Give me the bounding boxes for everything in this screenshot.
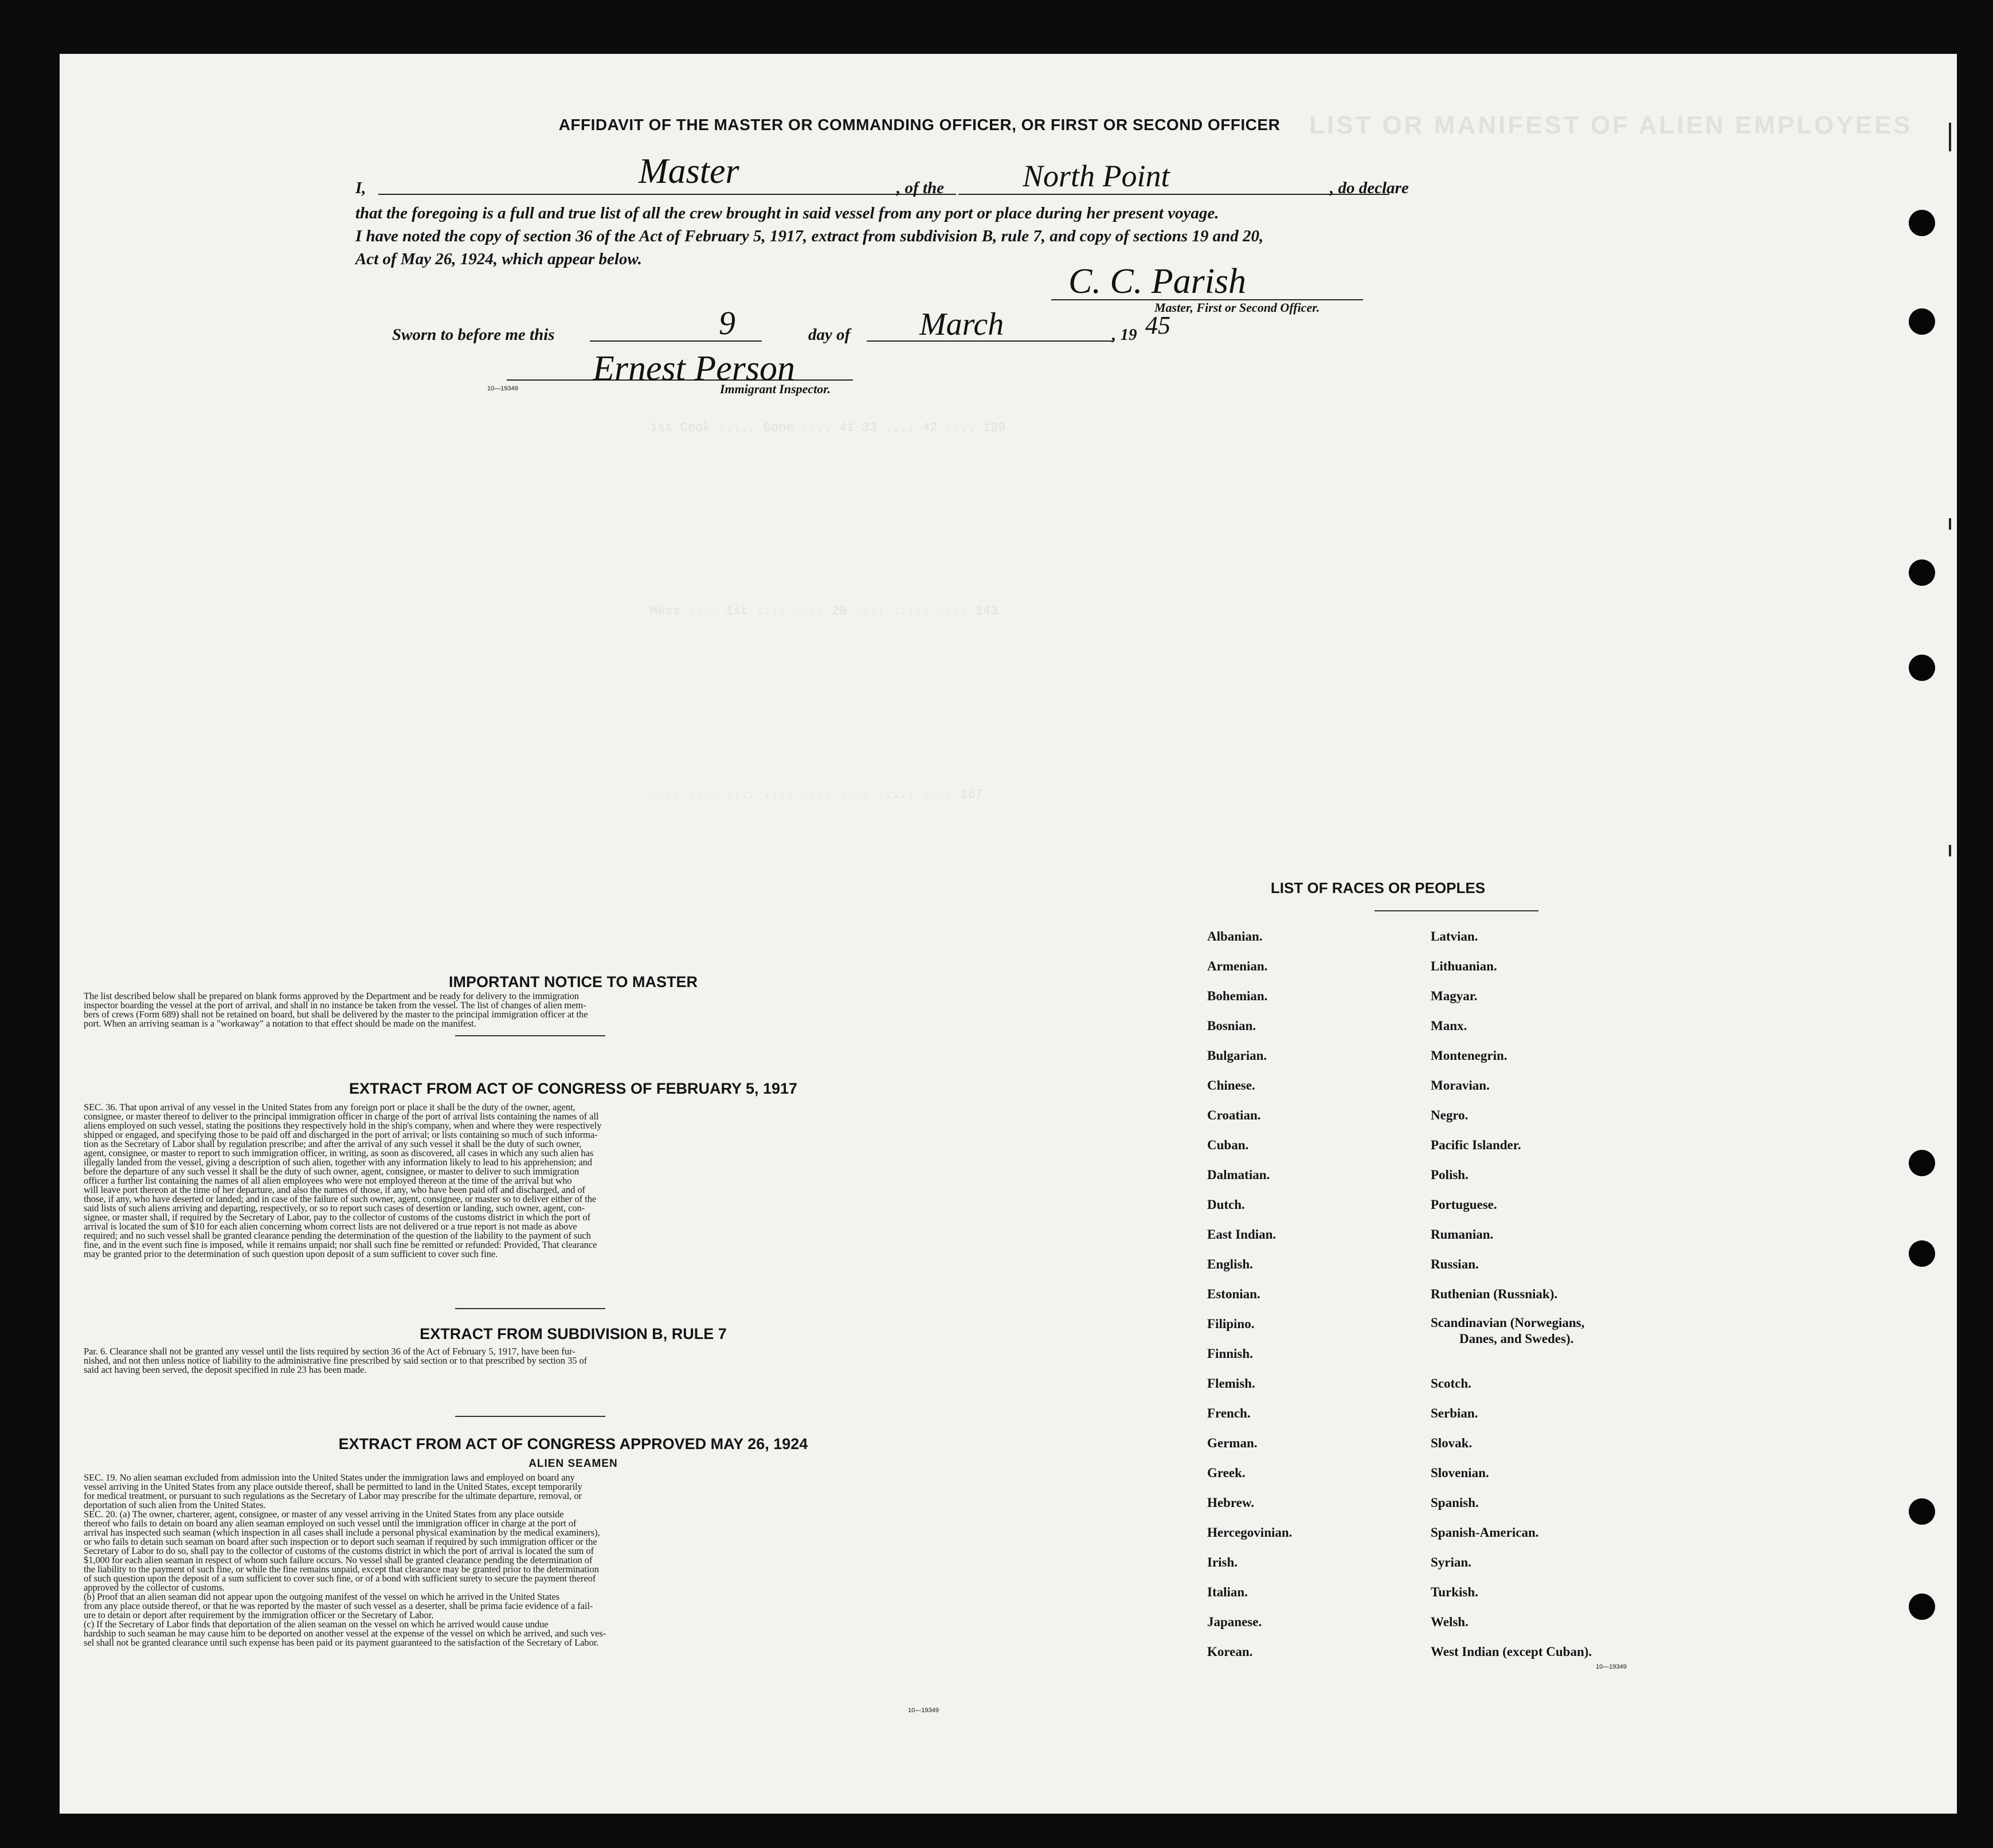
day-underline (590, 340, 762, 342)
race-item: German. (1207, 1436, 1258, 1450)
race-item: Irish. (1207, 1555, 1238, 1569)
master-signature: C. C. Parish (1068, 262, 1247, 301)
extract-1924-subtitle: ALIEN SEAMEN (528, 1458, 618, 1470)
race-item: Spanish-American. (1431, 1525, 1539, 1540)
notice-text: The list described below shall be prepared on blank forms approved by the Department and be ready for delivery to the immigration inspector boarding the vessel at the port of arrival, and shall in no instance be taken from the vessel. The list of changes of alien mem- bers of crews (Form 689) shall not be retained on board, but shall be delivered by the master to the principal immigration officer at the port. When an arriving seaman is a "workaway" a notation to that effect should be made on the manifest. (84, 990, 588, 1029)
year-handwritten: 45 (1145, 311, 1170, 339)
race-item: Hercegovinian. (1207, 1525, 1293, 1540)
affidavit-i-label: I, (355, 179, 366, 197)
section-divider (455, 1416, 605, 1417)
affidavit-form-number: 10—19349 (487, 385, 518, 392)
day-of-label: day of (808, 326, 851, 344)
extract-form-number: 10—19349 (908, 1707, 939, 1714)
race-item: Polish. (1431, 1168, 1469, 1182)
extract-1924-text: SEC. 19. No alien seaman excluded from admission into the United States under the immigration laws and employed on board any vessel arriving in the United States from any place outside thereof, shall be permitted to land in the United States, except temporarily for medical treatment, or pursuant to such regulations as the Secretary of Labor may prescribe for the ultimate departure, removal, or deportation of such alien from the United States. SEC. 20. (a) The owner, charterer, agent, consignee, or master of any vessel arriving in the United States from any place outside thereof who fails to detain on board any alien seaman employed on such vessel until the immigration officer in charge at the port of arrival has inspected such seaman (which inspection in all cases shall include a personal physical examination by the medical examiners), or who fails to detain such seaman on board after such inspection or to deport such seaman if required by such immigration officer or the Secretary of Labor to do so, shall pay to the collector of customs of the customs district in which the port of arrival is located the sum of $1,000 for each alien seaman in respect of whom such failure occurs. No vessel shall be granted clearance pending the determination of the liability to the payment of such fine, or while the fine remains unpaid, except that clearance may be granted prior to the determination of such question upon the deposit of a sum sufficient to cover such fine, or of a bond with sufficient surety to secure the payment thereof approved by the collector of customs. (b) Proof that an alien seaman did not appear upon the outgoing manifest of the vessel on which he arrived in the United States from any place outside thereof, or that he was reported by the master of such vessel as a deserter, shall be prima facie evidence of a fail- ure to detain or deport after requirement by the immigration officer or the Secretary of Labor. (c) If the Secretary of Labor finds that deportation of the alien seaman on the vessel on which he arrived would cause undue hardship to such seaman he may cause him to be deported on another vessel at the expense of the vessel on which he arrived, and such ves- sel shall not be granted clearance until such expense has been paid or its payment guaranteed to the satisfaction of the Secretary of Labor. (84, 1472, 606, 1648)
bleed-through-row: Mess .... 1st .... .... 28 .... ..... .... 143 (650, 604, 999, 618)
extract-1917-text: SEC. 36. That upon arrival of any vessel in the United States from any foreign port or place it shall be the duty of the owner, agent, consignee, or master thereof to deliver to the principal immigration officer in charge of the port of arrival lists containing the names of all aliens employed on such vessel, stating the positions they respectively hold in the ship's company, when and where they were respectively shipped or engaged, and specifying those to be paid off and discharged in the port of arrival; or lists containing so much of such informa- tion as the Secretary of Labor shall by regulation prescribe; and after the arrival of any such vessel it shall be the duty of such owner, agent, consignee, or master to report to such immigration officer, in writing, as soon as discovered, all cases in which any such alien has illegally landed from the vessel, giving a description of such alien, together with any information likely to lead to his apprehension; and before the departure of any such vessel it shall be the duty of such owner, agent, consignee, or master to deliver to such immigration officer a further list containing the names of all alien employees who were not employed thereon at the time of the arrival but who will leave port thereon at the time of her departure, and also the names of those, if any, who have been paid off and discharged, and of those, if any, who have deserted or landed; and in case of the failure of such owner, agent, consignee, or master so to deliver either of the said lists of such aliens arriving and departing, respectively, or so to report such cases of desertion or landing, such owner, agent, con- signee, or master shall, if required by the Secretary of Labor, pay to the collector of customs of the customs district in which the port of arrival is located the sum of $10 for each alien concerning whom correct lists are not delivered or a true report is not made as above required; and no such vessel shall be granted clearance pending the determination of the question of the liability to the payment of such fine, and in the event such fine is imposed, while it remains unpaid; nor shall such fine be remitted or refunded: Provided, That clearance may be granted prior to the determination of such question upon deposit of a sum sufficient to cover such fine. (84, 1102, 602, 1259)
binder-hole (1909, 1150, 1935, 1176)
sworn-label: Sworn to before me this (392, 326, 555, 344)
races-title-rule (1375, 910, 1538, 911)
master-signature-label: Master, First or Second Officer. (1154, 300, 1320, 315)
race-item: Croatian. (1207, 1108, 1261, 1122)
race-item: Ruthenian (Russniak). (1431, 1287, 1558, 1301)
binder-hole (1909, 1593, 1935, 1620)
race-item: Turkish. (1431, 1585, 1478, 1599)
binder-hole (1909, 308, 1935, 335)
year-prefix-label: , 19 (1112, 326, 1137, 344)
race-item: Bulgarian. (1207, 1048, 1267, 1063)
race-item: Pacific Islander. (1431, 1138, 1521, 1152)
extract-rule7-text: Par. 6. Clearance shall not be granted any vessel until the lists required by section 36 of the Act of February 5, 1917, have been fur- nished, and not then unless notice of liability to the administrative fine prescribed by said section or to that prescribed by section 35 of said act having been served, the deposit specified in rule 23 has been made. (84, 1346, 588, 1375)
race-item: Rumanian. (1431, 1227, 1494, 1242)
race-item: Korean. (1207, 1645, 1253, 1659)
race-item: Slovenian. (1431, 1466, 1489, 1480)
section-divider (455, 1035, 605, 1036)
extract-1917-title: EXTRACT FROM ACT OF CONGRESS OF FEBRUARY 5, 1917 (349, 1080, 798, 1097)
race-item: Portuguese. (1431, 1197, 1497, 1212)
race-item: Montenegrin. (1431, 1048, 1508, 1063)
binder-hole (1909, 1498, 1935, 1525)
extract-1924-title: EXTRACT FROM ACT OF CONGRESS APPROVED MAY 26, 1924 (338, 1435, 808, 1452)
race-item: Magyar. (1431, 989, 1478, 1003)
vessel-handwritten: North Point (1023, 159, 1170, 193)
race-item: West Indian (except Cuban). (1431, 1645, 1592, 1659)
races-form-number: 10—19349 (1596, 1663, 1627, 1670)
race-item: English. (1207, 1257, 1253, 1271)
race-item: Chinese. (1207, 1078, 1255, 1093)
race-item: Dalmatian. (1207, 1168, 1270, 1182)
vessel-underline (958, 194, 1389, 195)
bleed-through-row: .... .... .... .... .... .... ..... .... 167 (650, 788, 983, 802)
race-item: Italian. (1207, 1585, 1248, 1599)
day-handwritten: 9 (719, 304, 735, 342)
race-item: Slovak. (1431, 1436, 1473, 1450)
binder-hole (1909, 1240, 1935, 1267)
race-item: Manx. (1431, 1019, 1467, 1033)
edge-mark (1949, 518, 1951, 530)
race-item: Negro. (1431, 1108, 1469, 1122)
race-item: Flemish. (1207, 1376, 1255, 1391)
race-item: Estonian. (1207, 1287, 1260, 1301)
of-the-label: , of the (896, 179, 944, 197)
race-item: Greek. (1207, 1466, 1246, 1480)
affidavit-title: AFFIDAVIT OF THE MASTER OR COMMANDING OFFICER, OR FIRST OR SECOND OFFICER (558, 116, 1281, 134)
race-item: Bohemian. (1207, 989, 1268, 1003)
binder-hole (1909, 210, 1935, 236)
affidavit-line-2: that the foregoing is a full and true list of all the crew brought in said vessel from any port or place during her present voyage. (355, 204, 1219, 222)
edge-mark (1949, 845, 1951, 856)
affidavit-line-4: Act of May 26, 1924, which appear below. (355, 250, 642, 268)
race-item: Albanian. (1207, 929, 1263, 943)
edge-mark (1949, 123, 1951, 151)
race-item: Scandinavian (Norwegians, (1431, 1315, 1585, 1330)
race-item: Serbian. (1431, 1406, 1478, 1420)
race-item: Bosnian. (1207, 1019, 1256, 1033)
race-item: Scotch. (1431, 1376, 1471, 1391)
binder-hole (1909, 559, 1935, 586)
extract-rule7-title: EXTRACT FROM SUBDIVISION B, RULE 7 (420, 1325, 727, 1342)
bleed-through-heading: LIST OR MANIFEST OF ALIEN EMPLOYEES (1309, 111, 1913, 139)
bleed-through-row: 1st Cook ..... Gone .... 41 33 .... 42 .... 129 (650, 421, 1006, 435)
race-item-continued: Danes, and Swedes). (1459, 1332, 1574, 1346)
do-declare-label: , do declare (1330, 179, 1409, 197)
race-item: East Indian. (1207, 1227, 1277, 1242)
race-item: Latvian. (1431, 929, 1478, 943)
rank-underline (378, 194, 956, 195)
races-title: LIST OF RACES OR PEOPLES (1270, 879, 1486, 896)
inspector-signature-label: Immigrant Inspector. (720, 382, 831, 396)
race-item: Welsh. (1431, 1615, 1469, 1629)
race-item: Cuban. (1207, 1138, 1249, 1152)
race-item: Armenian. (1207, 959, 1268, 973)
race-item: Moravian. (1431, 1078, 1490, 1093)
rank-handwritten: Master (639, 152, 739, 191)
race-item: Finnish. (1207, 1346, 1253, 1361)
race-item: French. (1207, 1406, 1251, 1420)
race-item: Dutch. (1207, 1197, 1245, 1212)
race-item: Syrian. (1431, 1555, 1471, 1569)
section-divider (455, 1308, 605, 1309)
binder-hole (1909, 655, 1935, 681)
month-handwritten: March (919, 307, 1004, 342)
race-item: Spanish. (1431, 1495, 1479, 1510)
document-page (60, 54, 1957, 1814)
race-item: Lithuanian. (1431, 959, 1497, 973)
race-item: Russian. (1431, 1257, 1479, 1271)
race-item: Hebrew. (1207, 1495, 1254, 1510)
race-item: Filipino. (1207, 1317, 1255, 1331)
inspector-signature: Ernest Person (593, 349, 796, 388)
affidavit-line-3: I have noted the copy of section 36 of the Act of February 5, 1917, extract from subdivision B, rule 7, and copy of sections 19 and 20, (355, 227, 1264, 245)
notice-title: IMPORTANT NOTICE TO MASTER (449, 973, 698, 990)
race-item: Japanese. (1207, 1615, 1262, 1629)
